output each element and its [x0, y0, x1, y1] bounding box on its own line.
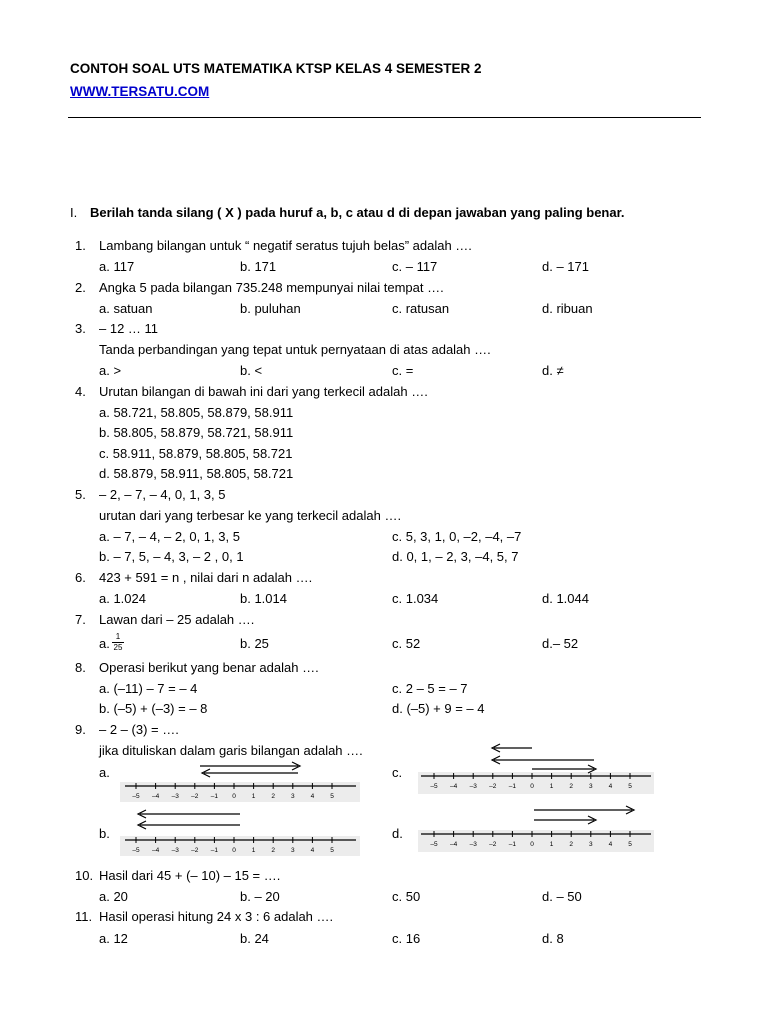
arrow-left — [492, 756, 594, 764]
fraction-one-over-25 — [112, 633, 124, 652]
choice-a[interactable]: a. 58.721, 58.805, 58.879, 58.911 — [99, 405, 294, 420]
choice-b[interactable]: b. — [99, 826, 110, 841]
question-text: Lawan dari – 25 adalah …. — [99, 612, 255, 627]
tick-label: –4 — [449, 841, 458, 848]
choice-a[interactable]: a. (–11) – 7 = – 4 — [99, 681, 198, 696]
tick-label: 0 — [232, 847, 236, 854]
tick-label: 3 — [588, 841, 593, 848]
question-text: Hasil dari 45 + (– 10) – 15 = …. — [99, 868, 281, 883]
website-link[interactable]: WWW.TERSATU.COM — [70, 84, 210, 99]
tick-label: –1 — [210, 793, 219, 800]
tick-label: 4 — [310, 793, 315, 800]
choice-d[interactable]: d. ribuan — [542, 301, 593, 316]
page-title: CONTOH SOAL UTS MATEMATIKA KTSP KELAS 4 SEMESTER 2 — [70, 61, 482, 76]
tick-label: –4 — [151, 793, 160, 800]
tick-label: 2 — [569, 841, 574, 848]
tick-label: 3 — [290, 793, 295, 800]
tick-label: 2 — [271, 847, 276, 854]
choice-b[interactable]: b. puluhan — [240, 301, 301, 316]
tick-label: 0 — [232, 793, 236, 800]
choice-a[interactable]: a. 1.024 — [99, 591, 146, 606]
choice-a[interactable]: a. — [99, 636, 110, 651]
header-divider — [68, 117, 701, 118]
number-line-a — [120, 760, 360, 802]
arrow-left — [492, 744, 532, 752]
section-instruction: Berilah tanda silang ( X ) pada huruf a, b, c atau d di depan jawaban yang paling benar. — [90, 205, 625, 220]
tick-label: 1 — [549, 841, 554, 848]
arrow-right — [200, 762, 300, 770]
choice-c[interactable]: c. 50 — [392, 889, 421, 904]
choice-d[interactable]: d. – 171 — [542, 259, 589, 274]
question-text: – 12 … 11 — [99, 321, 159, 336]
question-number: 11. — [75, 909, 93, 924]
choice-d[interactable]: d. 1.044 — [542, 591, 589, 606]
tick-label: –2 — [489, 841, 497, 848]
tick-label: –5 — [430, 841, 438, 848]
tick-label: –3 — [171, 793, 179, 800]
tick-label: –3 — [469, 841, 477, 848]
tick-label: –1 — [508, 783, 517, 790]
question-prompt: urutan dari yang terbesar ke yang terkecil adalah …. — [99, 508, 402, 523]
question-number: 5. — [75, 487, 86, 502]
choice-a[interactable]: a. — [99, 765, 110, 780]
arrow-left — [138, 821, 240, 829]
question-number: 3. — [75, 321, 86, 336]
choice-a[interactable]: a. 20 — [99, 889, 128, 904]
question-number: 7. — [75, 612, 86, 627]
question-text: Lambang bilangan untuk “ negatif seratus tujuh belas” adalah …. — [99, 238, 472, 253]
tick-label: –2 — [489, 783, 497, 790]
choice-d[interactable]: d. ≠ — [542, 363, 564, 378]
choice-a[interactable]: a. 12 — [99, 931, 128, 946]
tick-label: –1 — [210, 847, 219, 854]
arrow-left — [138, 810, 240, 818]
choice-c[interactable]: c. 2 – 5 = – 7 — [392, 681, 468, 696]
choice-d[interactable]: d. (–5) + 9 = – 4 — [392, 701, 485, 716]
tick-label: 3 — [290, 847, 295, 854]
tick-label: –2 — [191, 847, 199, 854]
tick-label: –4 — [151, 847, 160, 854]
question-text: Urutan bilangan di bawah ini dari yang terkecil adalah …. — [99, 384, 428, 399]
number-line-c — [418, 744, 654, 794]
question-text: Hasil operasi hitung 24 x 3 : 6 adalah …. — [99, 909, 334, 924]
tick-label: –5 — [430, 783, 438, 790]
choice-d[interactable]: d.– 52 — [542, 636, 579, 651]
choice-b[interactable]: b. < — [240, 363, 263, 378]
choice-c[interactable]: c. 1.034 — [392, 591, 439, 606]
question-number: 6. — [75, 570, 86, 585]
choice-b[interactable]: b. 1.014 — [240, 591, 287, 606]
question-prompt: Tanda perbandingan yang tepat untuk pernyataan di atas adalah …. — [99, 342, 491, 357]
choice-d[interactable]: d. 0, 1, – 2, 3, –4, 5, 7 — [392, 549, 519, 564]
tick-label: 5 — [628, 783, 632, 790]
choice-d[interactable]: d. — [392, 826, 403, 841]
tick-label: –5 — [132, 847, 140, 854]
arrow-right — [534, 806, 634, 814]
choice-d[interactable]: d. 58.879, 58.911, 58.805, 58.721 — [99, 466, 294, 481]
question-number: 2. — [75, 280, 86, 295]
choice-b[interactable]: b. 171 — [240, 259, 277, 274]
choice-d[interactable]: d. 8 — [542, 931, 564, 946]
choice-a[interactable]: a. > — [99, 363, 122, 378]
choice-b[interactable]: b. (–5) + (–3) = – 8 — [99, 701, 208, 716]
tick-label: –5 — [132, 793, 140, 800]
choice-a[interactable]: a. 117 — [99, 259, 135, 274]
question-number: 9. — [75, 722, 86, 737]
choice-b[interactable]: b. 25 — [240, 636, 269, 651]
question-text: Operasi berikut yang benar adalah …. — [99, 660, 319, 675]
tick-label: 2 — [271, 793, 276, 800]
question-text: 423 + 591 = n , nilai dari n adalah …. — [99, 570, 313, 585]
choice-c[interactable]: c. — [392, 765, 403, 780]
tick-label: 4 — [310, 847, 315, 854]
choice-c[interactable]: c. 58.911, 58.879, 58.805, 58.721 — [99, 446, 293, 461]
question-text: Angka 5 pada bilangan 735.248 mempunyai nilai tempat …. — [99, 280, 444, 295]
question-number: 8. — [75, 660, 86, 675]
number-line-d — [418, 804, 654, 852]
question-text: – 2 – (3) = …. — [99, 722, 179, 737]
choice-a[interactable]: a. – 7, – 4, – 2, 0, 1, 3, 5 — [99, 529, 240, 544]
choice-c[interactable]: c. 5, 3, 1, 0, –2, –4, –7 — [392, 529, 522, 544]
tick-label: –3 — [469, 783, 477, 790]
tick-label: –3 — [171, 847, 179, 854]
choice-d[interactable]: d. – 50 — [542, 889, 582, 904]
choice-c[interactable]: c. 16 — [392, 931, 421, 946]
arrow-left — [202, 769, 298, 777]
tick-label: 5 — [628, 841, 632, 848]
question-number: 10. — [75, 868, 94, 883]
question-prompt: jika dituliskan dalam garis bilangan adalah …. — [99, 743, 363, 758]
tick-label: –1 — [508, 841, 517, 848]
tick-label: 1 — [549, 783, 554, 790]
tick-label: –2 — [191, 793, 199, 800]
choice-a[interactable]: a. satuan — [99, 301, 153, 316]
choice-b[interactable]: b. – 20 — [240, 889, 280, 904]
tick-label: 5 — [330, 793, 334, 800]
section-number: I. — [70, 205, 78, 220]
choice-c[interactable]: c. – 117 — [392, 259, 438, 274]
tick-label: –4 — [449, 783, 458, 790]
tick-label: 5 — [330, 847, 334, 854]
choice-c[interactable]: c. = — [392, 363, 414, 378]
tick-label: 1 — [251, 793, 256, 800]
question-number: 4. — [75, 384, 86, 399]
question-number: 1. — [75, 238, 86, 253]
tick-label: 0 — [530, 841, 534, 848]
tick-label: 4 — [608, 841, 613, 848]
choice-b[interactable]: b. 58.805, 58.879, 58.721, 58.911 — [99, 425, 294, 440]
fraction-numerator: 1 — [115, 632, 121, 641]
tick-label: 2 — [569, 783, 574, 790]
question-text: – 2, – 7, – 4, 0, 1, 3, 5 — [99, 487, 226, 502]
fraction-denominator: 25 — [113, 643, 123, 652]
tick-label: 0 — [530, 783, 534, 790]
tick-label: 4 — [608, 783, 613, 790]
choice-b[interactable]: b. – 7, 5, – 4, 3, – 2 , 0, 1 — [99, 549, 244, 564]
choice-c[interactable]: c. ratusan — [392, 301, 450, 316]
number-line-b — [120, 808, 360, 856]
tick-label: 1 — [251, 847, 256, 854]
arrow-right — [534, 816, 596, 824]
choice-b[interactable]: b. 24 — [240, 931, 269, 946]
tick-label: 3 — [588, 783, 593, 790]
arrow-right — [532, 765, 596, 773]
choice-c[interactable]: c. 52 — [392, 636, 421, 651]
